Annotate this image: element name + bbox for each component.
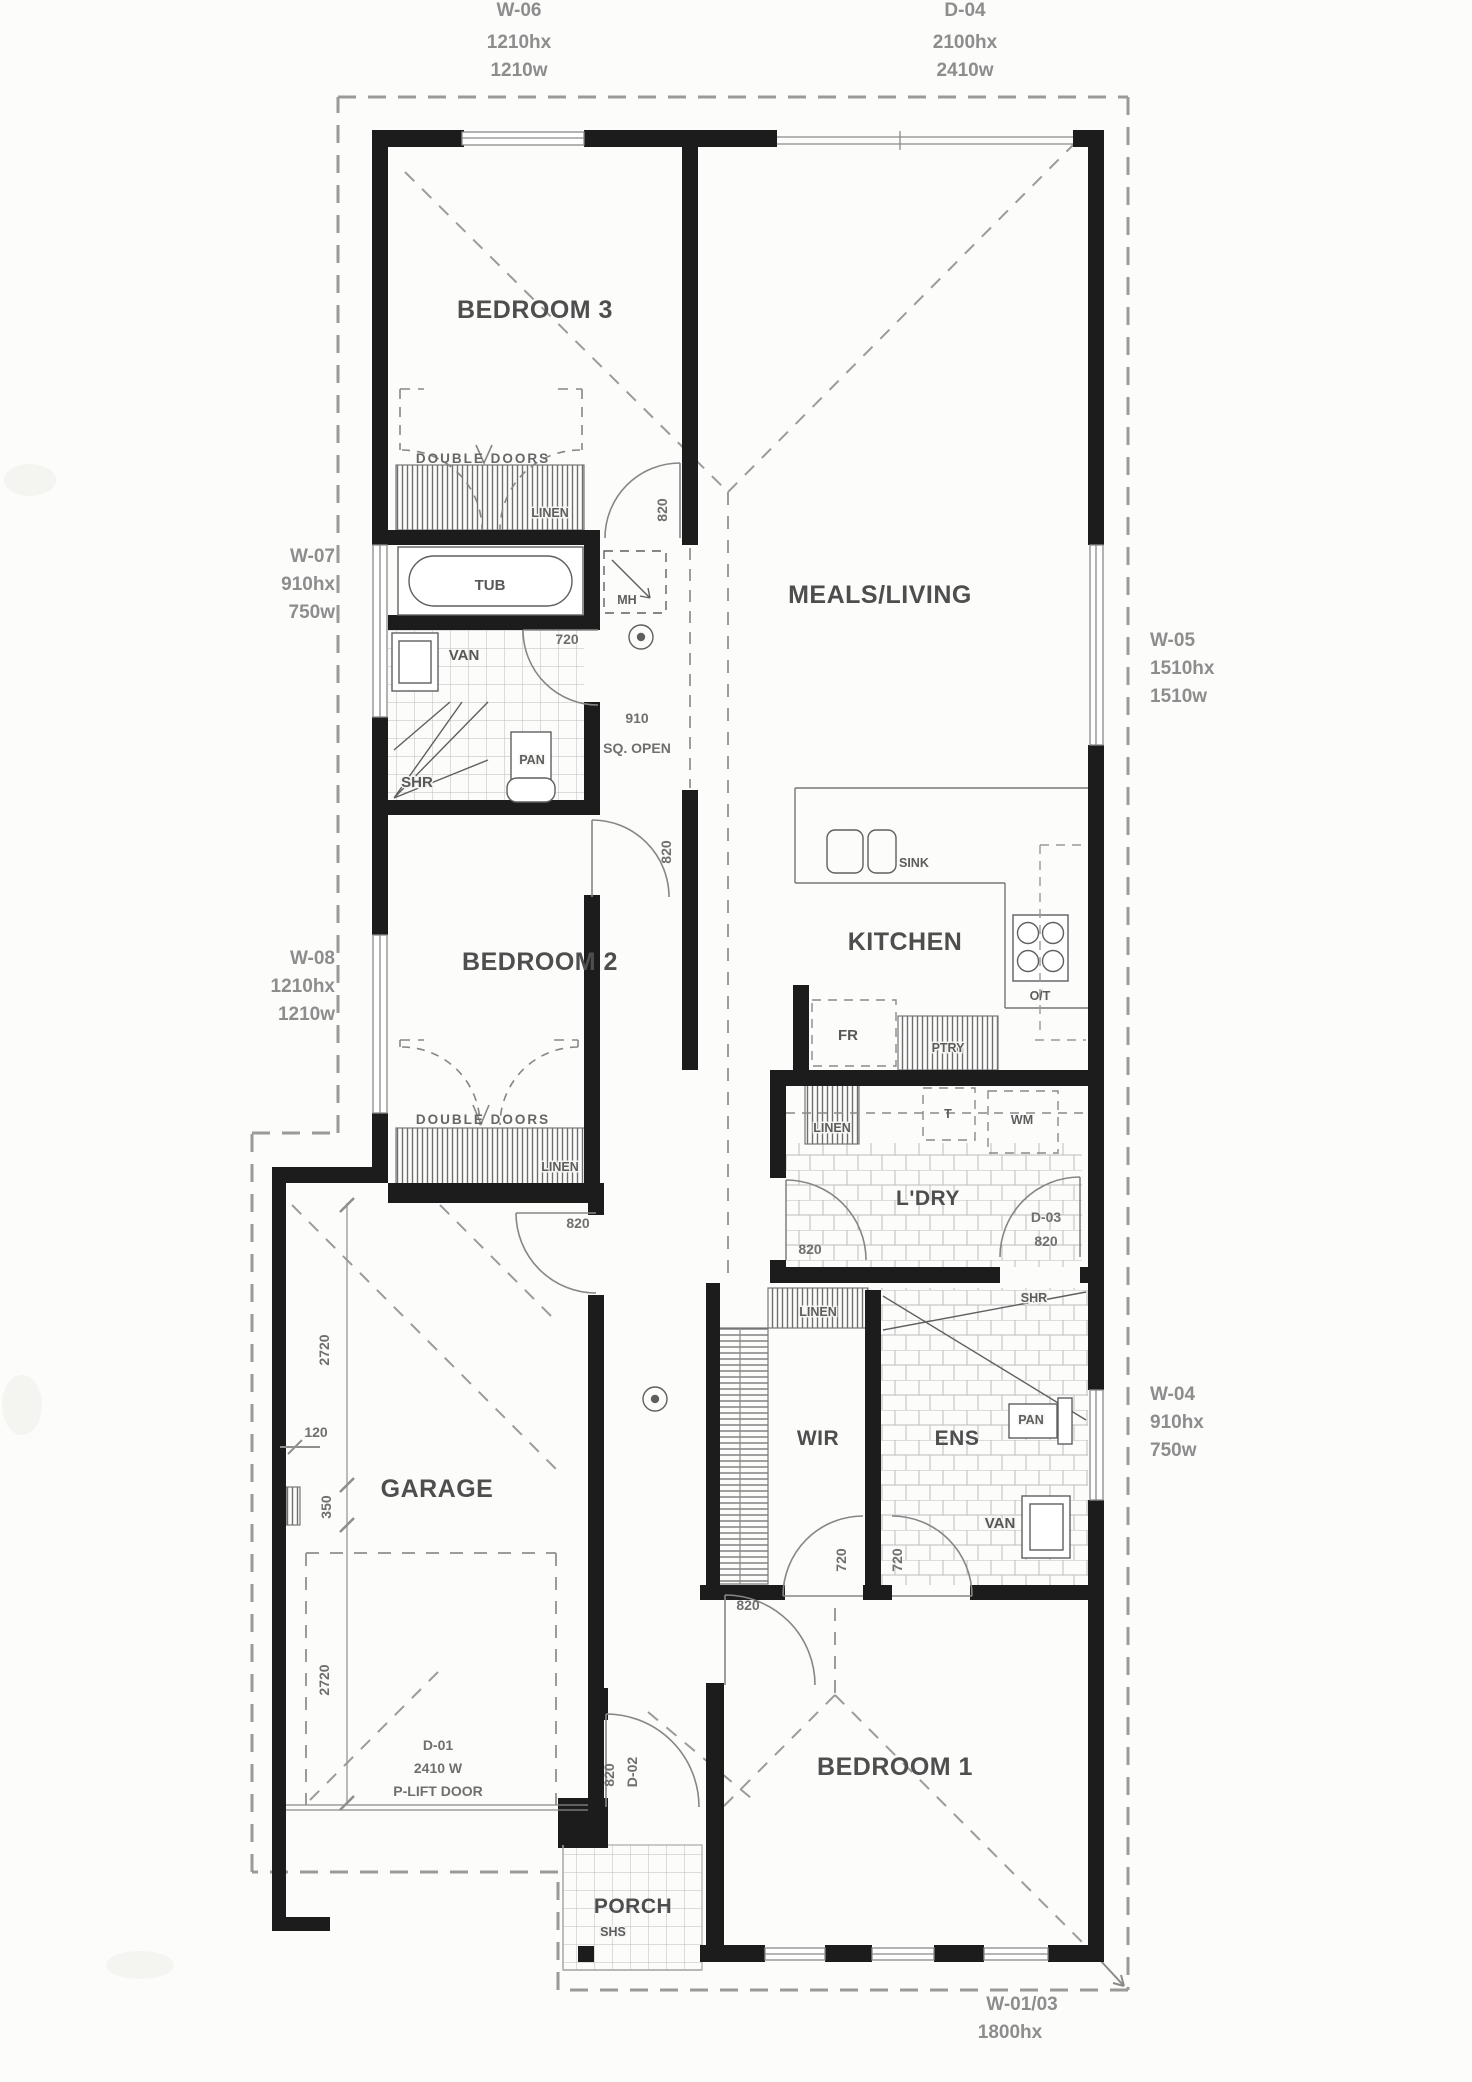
label-w04-w: 750w [1150,1440,1197,1461]
label-porch: PORCH [593,1895,673,1918]
label-door-laundry-size: 820 [798,1241,822,1257]
sliding-door-d04 [777,131,1073,150]
window-w04 [1090,1390,1103,1500]
label-bedroom2: BEDROOM 2 [462,948,618,976]
label-laundry: L'DRY [896,1187,960,1210]
label-trough: T [944,1107,952,1121]
label-linen-wir: LINEN [799,1305,837,1319]
label-double-doors-bed2: DOUBLE DOORS [415,1112,551,1127]
porch-post [578,1946,594,1962]
label-cooktop: O/T [1029,989,1051,1003]
label-d02-id: D-02 [624,1756,640,1788]
scan-artifacts [2,464,174,1979]
label-w05-id: W-05 [1150,630,1196,651]
bed2-robe [396,1128,597,1187]
label-d01-type: P-LIFT DOOR [393,1783,483,1799]
label-d04-h: 2100hx [932,32,998,53]
label-kitchen: KITCHEN [847,928,963,956]
window-w03b [984,1948,1048,1960]
label-garage: GARAGE [380,1475,494,1503]
label-w06-w: 1210w [490,60,548,81]
label-d01-id: D-01 [422,1737,454,1753]
label-d04-w: 2410w [936,60,994,81]
label-w08-h: 1210hx [270,976,335,997]
label-van-ens: VAN [984,1515,1016,1532]
label-shr-ens: SHR [1020,1291,1048,1305]
label-dim-garage-upper: 2720 [316,1334,332,1366]
garage-door-line [286,1805,588,1810]
label-hall-open-910: 910 [625,710,649,726]
label-d03-size: 820 [1034,1233,1058,1249]
label-bedroom1: BEDROOM 1 [817,1753,973,1781]
label-w08-id: W-08 [289,948,335,969]
labels [271,0,1215,2043]
bath-toilet [507,732,555,802]
label-washer: WM [1010,1113,1034,1127]
label-door-bed3-size: 820 [654,498,670,522]
label-van-bath: VAN [448,647,480,664]
label-door-wir-size: 720 [833,1548,849,1572]
ens-vanity [1022,1496,1070,1558]
window-w07 [373,545,387,717]
label-wir: WIR [796,1427,840,1450]
bed3-robe [396,465,584,530]
label-pantry: PTRY [931,1041,965,1055]
label-meals-living: MEALS/LIVING [788,581,972,609]
label-w04-id: W-04 [1150,1384,1196,1405]
label-linen-bed3: LINEN [531,506,569,520]
label-w0103-h: 1800hx [977,2022,1043,2043]
label-mh: MH [617,593,637,607]
label-d02-size: 820 [601,1763,617,1787]
label-w07-id: W-07 [289,546,335,567]
label-double-doors-bed3: DOUBLE DOORS [415,451,551,466]
label-w0103-id: W-01/03 [986,1994,1058,2015]
label-w04-h: 910hx [1150,1412,1204,1433]
label-door-bath-size: 720 [555,631,579,647]
window-w01 [765,1948,825,1960]
window-w03 [872,1948,934,1960]
label-door-ens-size: 720 [889,1548,905,1572]
label-d01-w: 2410 W [413,1760,463,1776]
bath-vanity [392,633,438,691]
label-pan-ens: PAN [1018,1413,1044,1427]
label-linen-laundry: LINEN [813,1121,851,1135]
label-dim-meter: 350 [318,1495,334,1519]
label-linen-bed2: LINEN [541,1160,579,1174]
label-hall-open-sq: SQ. OPEN [603,740,671,756]
label-shs-post: SHS [600,1925,626,1939]
door-d02-entry [606,1714,699,1807]
label-sink: SINK [899,856,929,870]
label-w07-w: 750w [288,602,335,623]
label-door-bed2-size: 820 [658,840,674,864]
kitchen-sink [827,830,896,873]
label-pan-bath: PAN [519,753,545,767]
label-ens: ENS [934,1427,980,1450]
label-fridge: FR [838,1027,858,1044]
label-d04-id: D-04 [944,0,986,21]
label-w06-h: 1210hx [486,32,552,53]
label-bedroom3: BEDROOM 3 [457,296,613,324]
label-shr-bath: SHR [401,774,433,791]
label-dim-pier: 120 [304,1424,328,1440]
label-dim-garage-lower: 2720 [316,1664,332,1696]
label-w07-h: 910hx [281,574,335,595]
label-door-bed1-size: 820 [736,1597,760,1613]
label-w05-w: 1510w [1150,686,1208,707]
smoke-detector-icon [629,625,653,649]
label-d03-id: D-03 [1030,1209,1062,1225]
smoke-detector-icon [643,1387,667,1411]
door-wir [783,1516,863,1596]
window-w05 [1090,545,1103,745]
label-door-garage-size: 820 [566,1215,590,1231]
label-w08-w: 1210w [277,1004,335,1025]
label-w05-h: 1510hx [1150,658,1215,679]
tiled-floors [388,630,1088,1970]
window-w06 [462,132,584,145]
label-tub: TUB [474,577,506,594]
label-w06-id: W-06 [496,0,542,21]
meter-box [286,1487,300,1525]
window-w08 [373,935,387,1113]
eave-corner-arrow [1100,1960,1124,1986]
